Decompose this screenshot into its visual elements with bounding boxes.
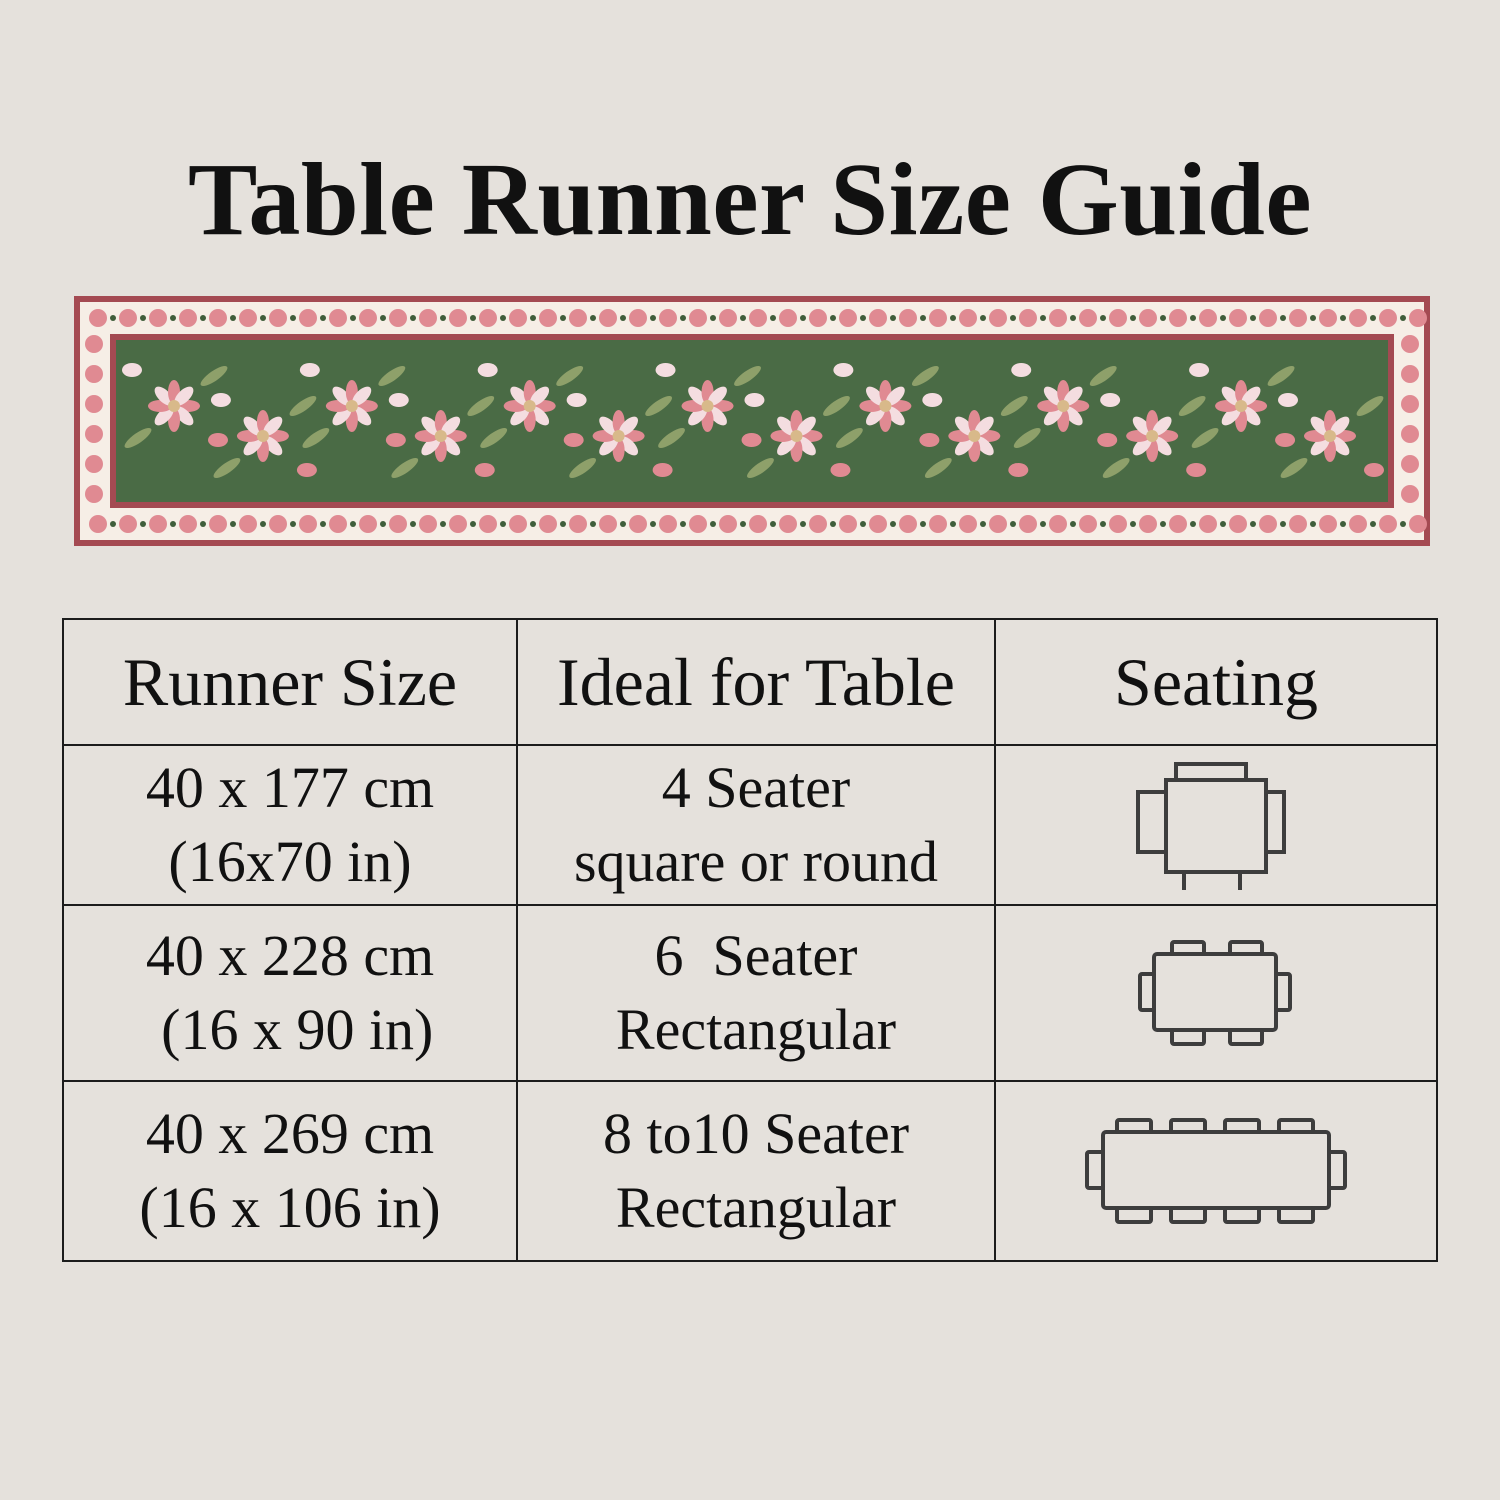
size-in: (16x70 in) (168, 829, 412, 894)
6-seater-table-icon (1136, 938, 1296, 1048)
size-guide-table (62, 618, 1438, 1262)
size-cm: 40 x 269 cm (145, 1101, 435, 1166)
seating-cell (995, 905, 1437, 1081)
table-shape: Rectangular (615, 1175, 897, 1240)
size-in: (16 x 90 in) (146, 997, 434, 1062)
table-row (63, 1081, 1437, 1261)
runner-size-cell (63, 1081, 517, 1261)
header-seating: Seating (995, 619, 1437, 745)
seater-count: 6 Seater (654, 923, 858, 988)
seater-count: 4 Seater (661, 755, 851, 820)
runner-size-cell (63, 905, 517, 1081)
table-shape: Rectangular (615, 997, 897, 1062)
table-shape: square or round (573, 829, 938, 894)
header-runner-size: Runner Size (63, 619, 517, 745)
4-seater-table-icon (1136, 760, 1296, 890)
10-seater-table-icon (1085, 1116, 1347, 1226)
size-in: (16 x 106 in) (139, 1175, 441, 1240)
runner-size-cell (63, 745, 517, 905)
table-row (63, 745, 1437, 905)
seating-cell (995, 745, 1437, 905)
table-runner-image (74, 296, 1430, 546)
table-type-cell (517, 1081, 995, 1261)
size-cm: 40 x 228 cm (145, 923, 435, 988)
floral-pattern (74, 296, 1430, 546)
table-row (63, 905, 1437, 1081)
header-ideal-for-table: Ideal for Table (517, 619, 995, 745)
table-type-cell (517, 745, 995, 905)
table-header-row (63, 619, 1437, 745)
size-cm: 40 x 177 cm (145, 755, 435, 820)
seating-cell (995, 1081, 1437, 1261)
page-title: Table Runner Size Guide (188, 142, 1312, 257)
table-type-cell (517, 905, 995, 1081)
seater-count: 8 to10 Seater (602, 1101, 910, 1166)
